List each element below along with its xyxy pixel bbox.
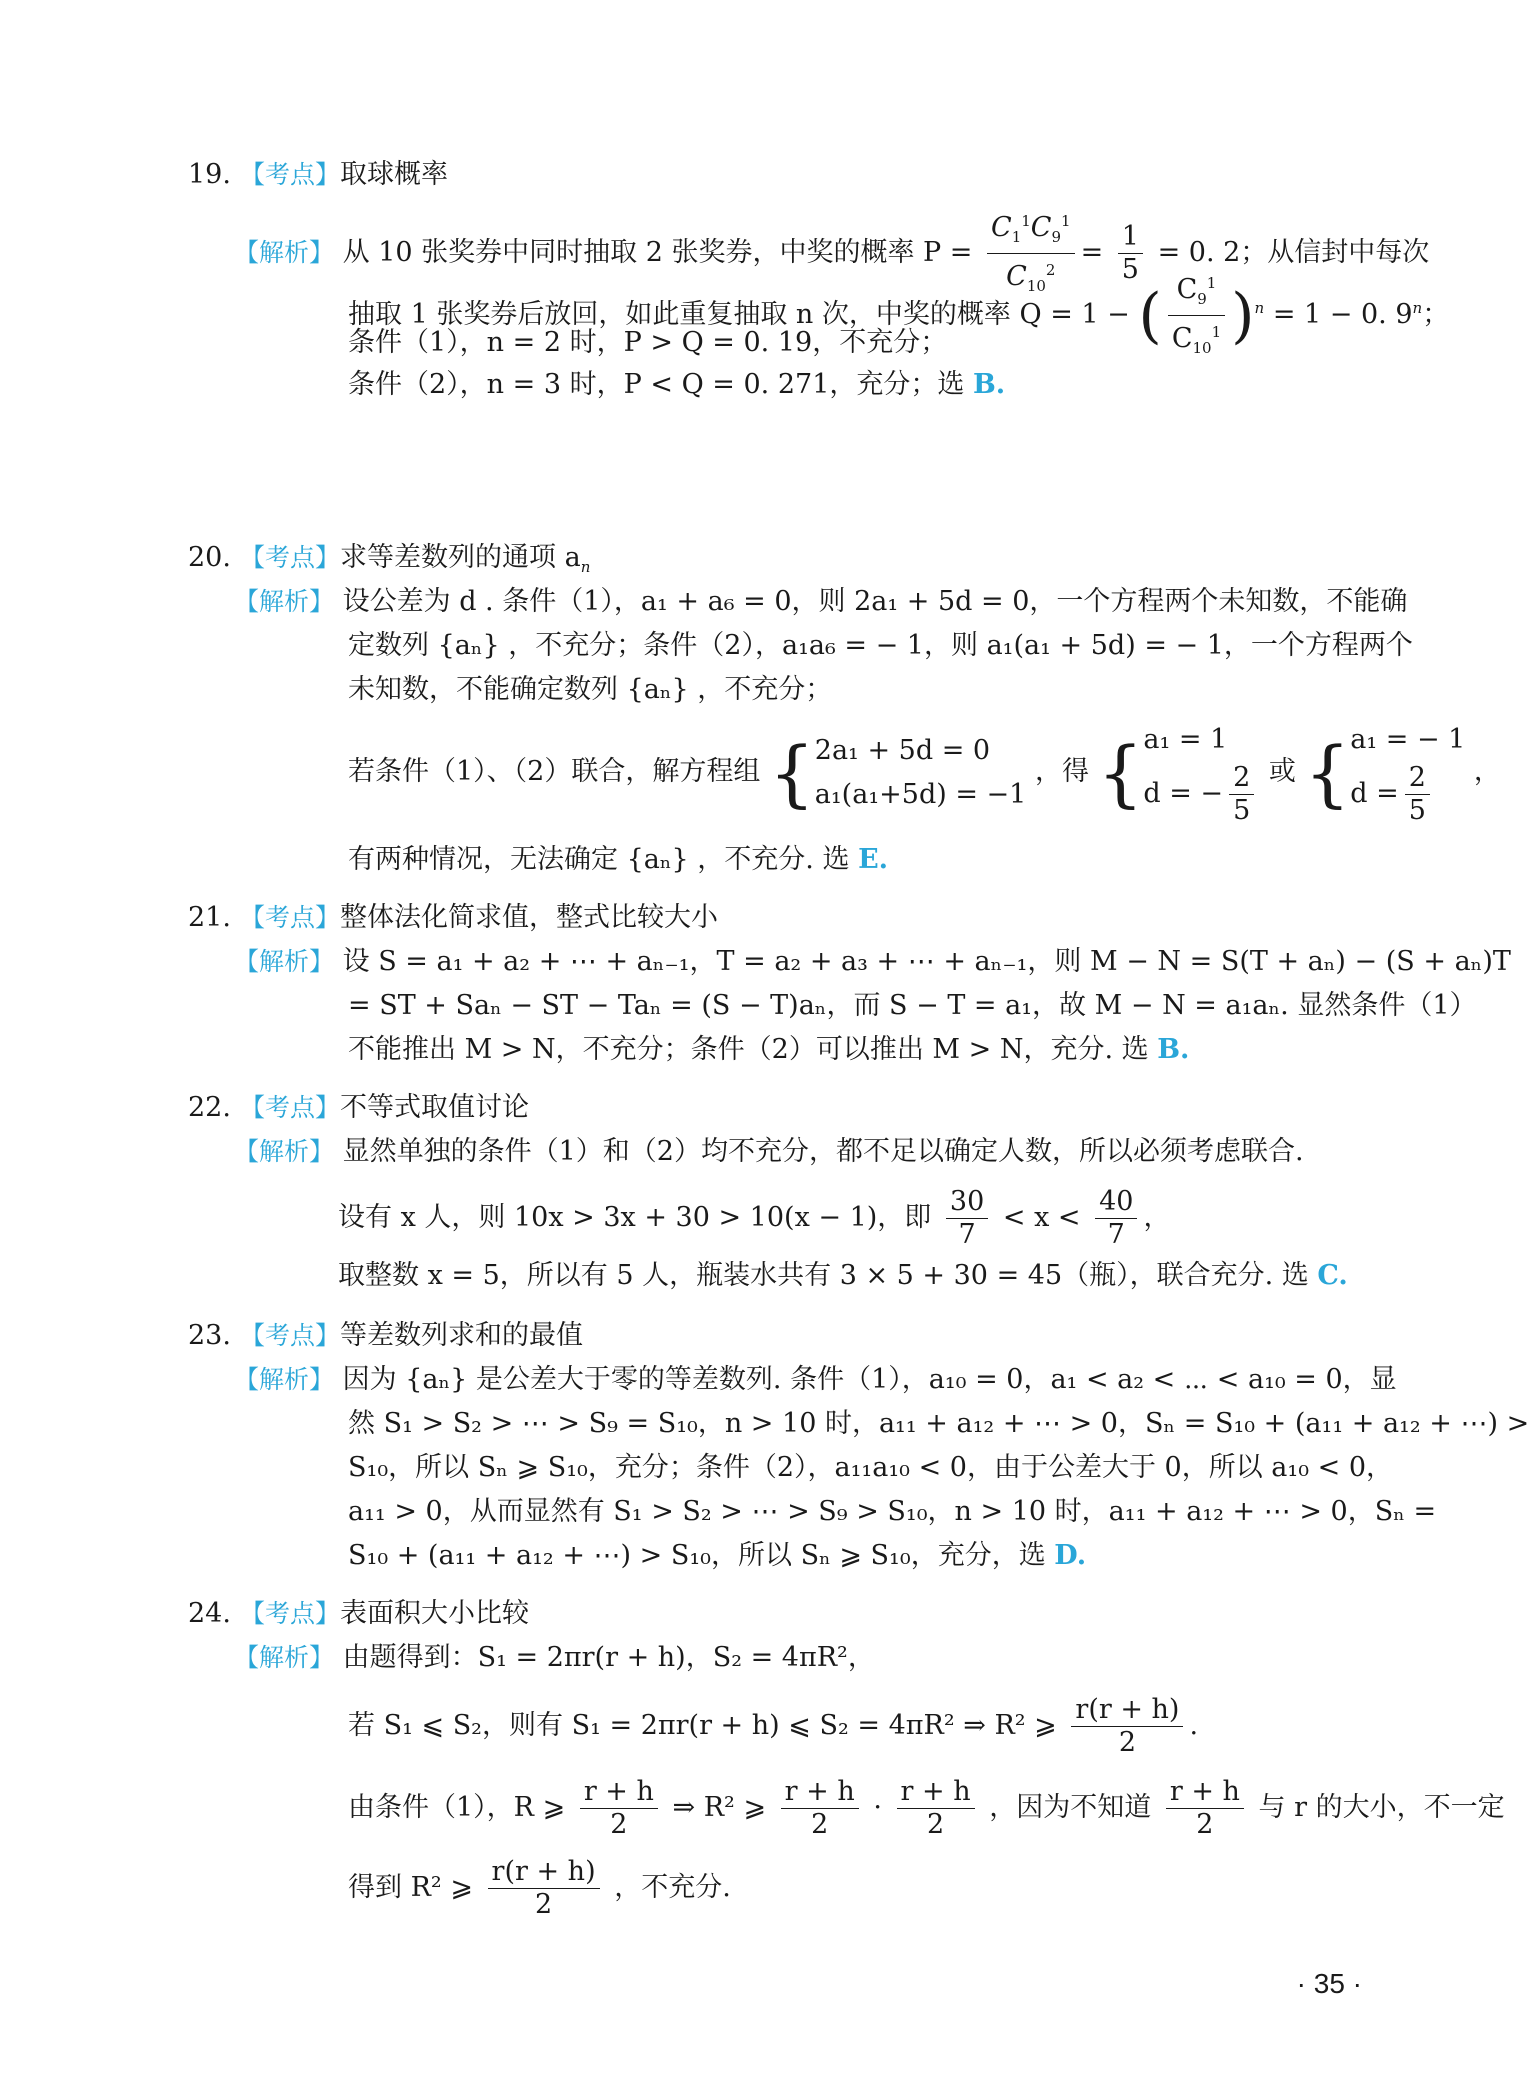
q21-solution-line-1 [234, 942, 1511, 982]
q24-header [188, 1594, 529, 1634]
q24-text: 由题得到：S₁ = 2πr(r + h)，S₂ = 4πR²， [342, 1642, 875, 1673]
q20-line-3: 未知数，不能确定数列 {aₙ} ，不充分； [348, 674, 833, 705]
q23-answer: D. [1054, 1540, 1087, 1571]
q23-number: 23. [188, 1320, 231, 1351]
kaodian-tag: 【考点】 [240, 543, 341, 572]
q20-text: 若条件（1）、（2）联合，解方程组 [348, 756, 761, 787]
q24-solution-line-1 [234, 1638, 875, 1678]
kaodian-tag: 【考点】 [240, 1321, 341, 1350]
q20-text: 设公差为 d . 条件（1），a₁ + a₆ = 0，则 2a₁ + 5d = 0，一个方程两个未知数，不能确 [342, 586, 1408, 617]
q21-line-2: = ST + Saₙ − ST − Taₙ = (S − T)aₙ，而 S − T = a₁，故 M − N = a₁aₙ. 显然条件（1） [348, 990, 1477, 1021]
q19-text: 从 10 张奖券中同时抽取 2 张奖券，中奖的概率 P = [342, 237, 973, 268]
q24-text: ，不充分. [614, 1872, 731, 1903]
q22-header [188, 1088, 529, 1128]
q24-fraction-rh-2: $\frac{r + h}{2}$ [897, 1776, 975, 1841]
q23-solution-line-1 [234, 1360, 1397, 1400]
q24-text: ，因为不知道 [989, 1792, 1152, 1823]
q24-fraction-rh-2: $\frac{r + h}{2}$ [781, 1776, 859, 1841]
q19-fraction-p: $\frac{C_1^1C_9^1}{C_{10}^2}$ [987, 205, 1075, 302]
q21-answer: B. [1157, 1034, 1190, 1065]
q21-line-3 [348, 1030, 1189, 1070]
q23-line-2: 然 S₁ > S₂ > ⋯ > S₉ = S₁₀，n > 10 时，a₁₁ + a₁₂ + ⋯ > 0，Sₙ = S₁₀ + (a₁₁ + a₁₂ + ⋯) > [348, 1408, 1529, 1439]
q19-answer: B. [972, 369, 1006, 400]
q23-line-4: a₁₁ > 0，从而显然有 S₁ > S₂ > ⋯ > S₉ > S₁₀，n > 10 时，a₁₁ + a₁₂ + ⋯ > 0，Sₙ = [348, 1496, 1437, 1527]
q19-line-3: 条件（1），n = 2 时，P > Q = 0. 19，不充分； [348, 327, 948, 358]
q21-topic: 整体法化简求值，整式比较大小 [340, 902, 719, 933]
q20-solution-1: a₁ = 1 d = − $\frac{2}{5}$ [1143, 718, 1260, 827]
q20-line-2: 定数列 {aₙ} ，不充分；条件（2），a₁a₆ = − 1，则 a₁(a₁ + 5d) = − 1，一个方程两个 [348, 630, 1413, 661]
q20-text: 有两种情况，无法确定 {aₙ} ，不充分. 选 [348, 844, 850, 875]
jiexi-tag: 【解析】 [234, 238, 335, 267]
q21-number: 21. [188, 902, 231, 933]
q23-text: 因为 {aₙ} 是公差大于零的等差数列. 条件（1），a₁₀ = 0，a₁ < a₂ < ⋯ < a₁₀ = 0，显 [342, 1364, 1397, 1395]
q24-number: 24. [188, 1598, 231, 1629]
q20-solution-2: a₁ = − 1 d = $\frac{2}{5}$ [1350, 724, 1466, 826]
q23-topic: 等差数列求和的最值 [340, 1320, 584, 1351]
q24-fraction-rh-2: $\frac{r + h}{2}$ [580, 1776, 658, 1841]
q19-header [188, 155, 448, 195]
q21-text: 设 S = a₁ + a₂ + ⋯ + aₙ₋₁，T = a₂ + a₃ + ⋯ + aₙ₋₁，则 M − N = S(T + aₙ) − (S + aₙ)T [342, 946, 1511, 977]
q20-answer: E. [858, 844, 889, 875]
q19-fraction-1-5: $\frac{1}{5}$ [1118, 221, 1143, 286]
q24-text: · [873, 1792, 882, 1823]
kaodian-tag: 【考点】 [240, 160, 341, 189]
q24-fraction-rrh-2: $\frac{r(r + h)}{2}$ [488, 1856, 600, 1921]
q22-line-2: 设有 x 人，则 10x > 3x + 30 > 10(x − 1)，即 $\frac{30}{7}$ < x < $\frac{40}{7}$ ， [338, 1186, 1171, 1250]
q23-text: S₁₀ + (a₁₁ + a₁₂ + ⋯) > S₁₀，所以 Sₙ ⩾ S₁₀，充分，选 [348, 1540, 1046, 1571]
q20-topic: 求等差数列的通项 a [340, 542, 581, 573]
q19-topic: 取球概率 [340, 159, 449, 190]
q22-line-3 [338, 1256, 1348, 1296]
q19-solution-line-1: 【解析】 从 10 张奖券中同时抽取 2 张奖券，中奖的概率 P = $\frac{C_1^1C_9^1}{C_{10}^2}$ = $\frac{1}{5}$ = 0. 2；从信封中每次 [234, 205, 1429, 302]
q24-line-2: 若 S₁ ⩽ S₂，则有 S₁ = 2πr(r + h) ⩽ S₂ = 4πR² ⇒ R² ⩾ $\frac{r(r + h)}{2}$ . [348, 1694, 1199, 1758]
q20-or: 或 [1268, 756, 1296, 787]
q20-text: ，得 [1034, 756, 1089, 787]
q22-topic: 不等式取值讨论 [340, 1092, 530, 1123]
jiexi-tag: 【解析】 [234, 1643, 335, 1672]
q22-text: < x < [1002, 1202, 1081, 1233]
jiexi-tag: 【解析】 [234, 1137, 335, 1166]
q22-solution-line-1 [234, 1132, 1304, 1172]
q24-fraction-rrh-2: $\frac{r(r + h)}{2}$ [1071, 1694, 1183, 1759]
q23-line-5 [348, 1536, 1086, 1576]
kaodian-tag: 【考点】 [240, 903, 341, 932]
q24-text: 与 r 的大小，不一定 [1258, 1792, 1505, 1823]
q19-line-4 [348, 365, 1005, 405]
q24-text: 由条件（1），R ⩾ [348, 1792, 566, 1823]
q20-solution-line-1 [234, 582, 1407, 622]
q22-answer: C. [1317, 1260, 1348, 1291]
q19-text: 条件（2），n = 3 时，P < Q = 0. 271，充分；选 [348, 369, 965, 400]
kaodian-tag: 【考点】 [240, 1599, 341, 1628]
q20-line-5 [348, 840, 888, 880]
q24-text: 得到 R² ⩾ [348, 1872, 473, 1903]
jiexi-tag: 【解析】 [234, 947, 335, 976]
q23-header [188, 1316, 583, 1356]
q19-line-2: 抽取 1 张奖券后放回，如此重复抽取 n 次，中奖的概率 Q = 1 − ( $\frac{C_9^1}{C_{10}^1}$ )$^n$ = 1 − 0. 9$^n$； [348, 267, 1449, 364]
page-number: · 35 · [1296, 1968, 1362, 1999]
kaodian-tag: 【考点】 [240, 1093, 341, 1122]
q20-system: 2a₁ + 5d = 0 a₁(a₁+5d) = −1 [814, 734, 1027, 810]
q20-line-4: 若条件（1）、（2）联合，解方程组 {2a₁ + 5d = 0 a₁(a₁+5d) = −1 ，得 {a₁ = 1 d = − $\frac{2}{5}$ 或 {a₁ = − 1 d = $\frac{2}{5}$ ， [348, 718, 1501, 827]
q23-line-3: S₁₀，所以 Sₙ ⩾ S₁₀，充分；条件（2），a₁₁a₁₀ < 0，由于公差大于 0，所以 a₁₀ < 0， [348, 1452, 1394, 1483]
q20-header: 20. 【考点】求等差数列的通项 $a_n$ [188, 538, 590, 587]
q19-text: = 0. 2；从信封中每次 [1157, 237, 1430, 268]
q22-fraction-30-7: $\frac{30}{7}$ [946, 1186, 988, 1251]
q24-line-3 [348, 1776, 1505, 1841]
q21-text: 不能推出 M > N，不充分；条件（2）可以推出 M > N，充分. 选 [348, 1034, 1149, 1065]
q22-text: 显然单独的条件（1）和（2）均不充分，都不足以确定人数，所以必须考虑联合. [342, 1136, 1304, 1167]
q22-text: 取整数 x = 5，所以有 5 人，瓶装水共有 3 × 5 + 30 = 45（瓶），联合充分. 选 [338, 1260, 1309, 1291]
q24-text: ⇒ R² ⩾ [672, 1792, 767, 1823]
q24-fraction-rh-2: $\frac{r + h}{2}$ [1166, 1776, 1244, 1841]
q20-number: 20. [188, 542, 231, 573]
q22-fraction-40-7: $\frac{40}{7}$ [1095, 1186, 1137, 1251]
jiexi-tag: 【解析】 [234, 1365, 335, 1394]
q24-text: 若 S₁ ⩽ S₂，则有 S₁ = 2πr(r + h) ⩽ S₂ = 4πR² ⇒ R² ⩾ [348, 1710, 1057, 1741]
q19-fraction-q: $\frac{C_9^1}{C_{10}^1}$ [1168, 267, 1225, 364]
q24-line-4 [348, 1856, 731, 1921]
q22-number: 22. [188, 1092, 231, 1123]
q22-text: 设有 x 人，则 10x > 3x + 30 > 10(x − 1)，即 [338, 1202, 932, 1233]
q21-header [188, 898, 718, 938]
q19-text: 抽取 1 张奖券后放回，如此重复抽取 n 次，中奖的概率 Q = 1 − [348, 299, 1130, 330]
q19-number: 19. [188, 159, 231, 190]
jiexi-tag: 【解析】 [234, 587, 335, 616]
q24-topic: 表面积大小比较 [340, 1598, 530, 1629]
q19-text: = 1 − 0. 9 [1272, 299, 1413, 330]
